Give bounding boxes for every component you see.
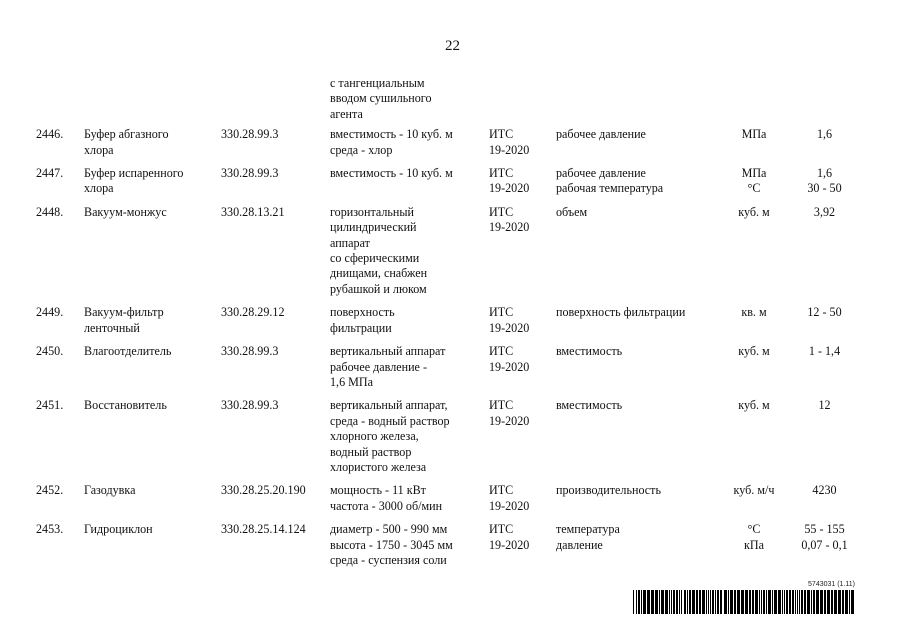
barcode-bar [745, 590, 748, 614]
table-row [36, 200, 866, 300]
item-its-line: 19-2020 [489, 359, 530, 374]
item-description-line: аппарат [330, 235, 370, 250]
item-number: 2448. [36, 204, 64, 219]
item-description-line: среда - водный раствор [330, 413, 450, 428]
barcode-bar [659, 590, 660, 614]
item-its-line: 19-2020 [489, 537, 530, 552]
item-description [330, 161, 489, 200]
item-code: 330.28.25.20.190 [221, 483, 306, 498]
item-value [783, 393, 866, 478]
barcode-bar [768, 590, 771, 614]
barcode-bar [676, 590, 678, 614]
table-row [36, 300, 866, 339]
barcode-bar [692, 590, 695, 614]
item-parameter-line: давление [556, 537, 603, 552]
item-name [84, 478, 221, 517]
barcode-bar [665, 590, 668, 614]
barcode-bar [661, 590, 664, 614]
item-value [783, 300, 866, 339]
barcode-bar [755, 590, 758, 614]
item-name-line: хлора [84, 181, 114, 196]
item-unit [725, 478, 783, 517]
item-its-line: ИТС [489, 166, 514, 181]
barcode-bar [827, 590, 830, 614]
item-its-line: ИТС [489, 305, 514, 320]
item-its [489, 300, 556, 339]
barcode-bar [784, 590, 785, 614]
barcode-bar [797, 590, 798, 614]
barcode-bar [710, 590, 711, 614]
barcode-bar [737, 590, 740, 614]
barcode-bar [749, 590, 751, 614]
item-unit-line: куб. м [738, 398, 770, 413]
barcode-bar [724, 590, 727, 614]
barcode-bar [715, 590, 716, 614]
equipment-table [36, 76, 866, 571]
barcode-bar [741, 590, 744, 614]
barcode-bar [804, 590, 806, 614]
item-parameter-line: производительность [556, 483, 661, 498]
item-description-line: вертикальный аппарат, [330, 398, 448, 413]
barcode-bar [752, 590, 754, 614]
continuation-line: вводом сушильного [330, 91, 432, 106]
barcode-bar [816, 590, 819, 614]
item-unit-line: куб. м [738, 204, 770, 219]
item-value-line: 1,6 [816, 166, 833, 181]
item-description [330, 393, 489, 478]
item-name-line: Вакуум-фильтр [84, 305, 164, 320]
item-parameter-line: рабочее давление [556, 127, 646, 142]
table-row [36, 161, 866, 200]
item-its-line: ИТС [489, 344, 514, 359]
item-name [84, 200, 221, 300]
table-body [36, 76, 866, 571]
barcode-bar [820, 590, 823, 614]
item-parameter-line: вместимость [556, 344, 623, 359]
item-its-line: 19-2020 [489, 181, 530, 196]
item-description [330, 478, 489, 517]
item-description-line: рубашкой и люком [330, 281, 427, 296]
item-code: 330.28.13.21 [221, 204, 285, 219]
item-its [489, 122, 556, 161]
item-value [783, 517, 866, 571]
item-description-line: диаметр - 500 - 990 мм [330, 522, 448, 537]
item-value-line: 0,07 - 0,1 [801, 537, 848, 552]
item-name-line: Вакуум-монжус [84, 204, 167, 219]
item-name [84, 339, 221, 393]
item-parameter [556, 478, 725, 517]
item-its-line: 19-2020 [489, 498, 530, 513]
item-name-line: Гидроциклон [84, 522, 153, 537]
barcode-bar [699, 590, 701, 614]
item-unit-line: МПа [741, 166, 767, 181]
barcode-bar [696, 590, 698, 614]
item-unit-line: МПа [741, 127, 767, 142]
item-description [330, 300, 489, 339]
item-its [489, 478, 556, 517]
item-description-line: фильтрации [330, 320, 392, 335]
barcode-bar [728, 590, 729, 614]
barcode-bar [761, 590, 762, 614]
barcode-bar [647, 590, 650, 614]
item-code: 330.28.99.3 [221, 398, 279, 413]
continuation-line: с тангенциальным [330, 76, 425, 90]
item-parameter [556, 122, 725, 161]
item-name [84, 161, 221, 200]
item-its [489, 200, 556, 300]
item-value-line: 30 - 50 [807, 181, 842, 196]
item-value [783, 339, 866, 393]
item-its-line: ИТС [489, 483, 514, 498]
item-its [489, 517, 556, 571]
item-unit [725, 393, 783, 478]
barcode-bar [807, 590, 810, 614]
item-its-line: 19-2020 [489, 220, 530, 235]
item-parameter-line: температура [556, 522, 620, 537]
item-name [84, 393, 221, 478]
barcode-bar [636, 590, 637, 614]
barcode-bar [689, 590, 691, 614]
item-its-line: 19-2020 [489, 142, 530, 157]
item-parameter [556, 517, 725, 571]
item-name-line: ленточный [84, 320, 140, 335]
item-description-line: вместимость - 10 куб. м [330, 166, 453, 181]
item-its-line: ИТС [489, 522, 514, 537]
item-description [330, 339, 489, 393]
item-value [783, 478, 866, 517]
item-its-line: ИТС [489, 398, 514, 413]
barcode-bar [813, 590, 815, 614]
item-parameter [556, 200, 725, 300]
barcode-bar [824, 590, 826, 614]
item-number: 2447. [36, 166, 64, 181]
item-name-line: Восстановитель [84, 398, 167, 413]
item-description-line: частота - 3000 об/мин [330, 498, 443, 513]
item-unit [725, 339, 783, 393]
item-description-line: среда - хлор [330, 142, 393, 157]
barcode-bar [687, 590, 688, 614]
barcode-bar [792, 590, 794, 614]
barcode-bar [679, 590, 680, 614]
barcode-bar [641, 590, 642, 614]
item-value-line: 1 - 1,4 [808, 344, 841, 359]
item-unit-line: куб. м [738, 344, 770, 359]
barcode-bar [789, 590, 791, 614]
item-unit-line: кПа [744, 537, 764, 552]
barcode-bar [774, 590, 777, 614]
barcode-bar [801, 590, 803, 614]
item-name-line: Газодувка [84, 483, 136, 498]
barcode-block [633, 580, 855, 614]
continuation-line: агента [330, 106, 363, 121]
barcode-bar [730, 590, 733, 614]
barcode-bar [759, 590, 760, 614]
item-number: 2450. [36, 344, 64, 359]
item-value-line: 4230 [812, 483, 837, 498]
barcode-bar [782, 590, 783, 614]
item-its-line: 19-2020 [489, 413, 530, 428]
barcode-bar [842, 590, 844, 614]
barcode-bar [766, 590, 767, 614]
barcode-bar [834, 590, 837, 614]
barcode-bar [845, 590, 848, 614]
item-value-line: 3,92 [813, 204, 836, 219]
table-row [36, 478, 866, 517]
item-unit-line: °С [747, 522, 761, 537]
item-unit-line: кв. м [741, 305, 767, 320]
item-description-line: днищами, снабжен [330, 266, 428, 281]
barcode-bar [734, 590, 736, 614]
item-unit [725, 122, 783, 161]
item-name-line: Буфер испаренного [84, 166, 184, 181]
item-description-line: мощность - 11 кВт [330, 483, 426, 498]
item-name [84, 122, 221, 161]
item-code: 330.28.25.14.124 [221, 522, 306, 537]
item-unit-line: куб. м/ч [733, 483, 775, 498]
barcode-bar [811, 590, 812, 614]
item-value [783, 122, 866, 161]
item-its-line: ИТС [489, 204, 514, 219]
continuation-row [36, 76, 866, 122]
barcode-bar [673, 590, 675, 614]
item-description-line: рабочее давление - [330, 359, 427, 374]
item-parameter [556, 393, 725, 478]
barcode-bar [717, 590, 719, 614]
item-code: 330.28.99.3 [221, 166, 279, 181]
item-code: 330.28.29.12 [221, 305, 285, 320]
item-description-line: хлористого железа [330, 459, 427, 474]
item-code: 330.28.99.3 [221, 127, 279, 142]
barcode-bar [708, 590, 709, 614]
barcode-bar [799, 590, 800, 614]
table-row [36, 393, 866, 478]
item-name-line: Влагоотделитель [84, 344, 172, 359]
item-parameter-line: поверхность фильтрации [556, 305, 686, 320]
table-row [36, 339, 866, 393]
barcode-bar [849, 590, 850, 614]
barcode-bar [681, 590, 682, 614]
barcode-bar [720, 590, 722, 614]
barcode-bar [838, 590, 841, 614]
item-parameter [556, 300, 725, 339]
item-its [489, 339, 556, 393]
item-parameter [556, 161, 725, 200]
item-description-line: вертикальный аппарат [330, 344, 446, 359]
item-description-line: поверхность [330, 305, 395, 320]
item-its-line: ИТС [489, 127, 514, 142]
barcode-bar [795, 590, 796, 614]
item-parameter-line: объем [556, 204, 588, 219]
item-description-line: цилиндрический [330, 220, 417, 235]
item-description [330, 122, 489, 161]
item-value-line: 1,6 [816, 127, 833, 142]
barcode-bar [851, 590, 854, 614]
barcode-bar [772, 590, 773, 614]
item-name [84, 517, 221, 571]
barcode-caption: 5743031 (1.11) [808, 581, 855, 588]
page-number: 22 [445, 38, 460, 54]
item-value [783, 200, 866, 300]
item-description-line: горизонтальный [330, 204, 414, 219]
item-description-line: водный раствор [330, 444, 412, 459]
barcode-bar [706, 590, 707, 614]
item-unit [725, 161, 783, 200]
item-code: 330.28.99.3 [221, 344, 279, 359]
item-description-line: среда - суспензия соли [330, 552, 447, 567]
item-unit [725, 517, 783, 571]
barcode-bar [633, 590, 634, 614]
item-its [489, 161, 556, 200]
item-name [84, 300, 221, 339]
table-row [36, 517, 866, 571]
item-unit [725, 200, 783, 300]
barcode-bar [831, 590, 833, 614]
barcode-bar [786, 590, 788, 614]
item-description [330, 200, 489, 300]
item-description-line: вместимость - 10 куб. м [330, 127, 453, 142]
table-row [36, 122, 866, 161]
item-parameter-line: рабочее давление [556, 166, 646, 181]
item-description [330, 517, 489, 571]
barcode-bar [712, 590, 714, 614]
barcode-image [633, 590, 855, 614]
item-description-line: 1,6 МПа [330, 374, 373, 389]
item-its-line: 19-2020 [489, 320, 530, 335]
item-name-line: хлора [84, 142, 114, 157]
continuation-description [330, 76, 489, 122]
barcode-bar [684, 590, 686, 614]
item-number: 2446. [36, 127, 64, 142]
barcode-bar [702, 590, 705, 614]
item-number: 2453. [36, 522, 64, 537]
item-its [489, 393, 556, 478]
barcode-bar [655, 590, 658, 614]
barcode-bar [763, 590, 765, 614]
barcode-bar [778, 590, 781, 614]
item-description-line: хлорного железа, [330, 429, 419, 444]
item-number: 2451. [36, 398, 64, 413]
item-value [783, 161, 866, 200]
item-unit [725, 300, 783, 339]
barcode-bar [643, 590, 646, 614]
item-value-line: 12 - 50 [807, 305, 842, 320]
item-unit-line: °С [747, 181, 761, 196]
item-description-line: высота - 1750 - 3045 мм [330, 537, 453, 552]
item-number: 2452. [36, 483, 64, 498]
item-value-line: 12 [818, 398, 831, 413]
barcode-bar [671, 590, 672, 614]
barcode-bar [651, 590, 654, 614]
item-parameter-line: вместимость [556, 398, 623, 413]
item-value-line: 55 - 155 [804, 522, 845, 537]
barcode-bar [669, 590, 670, 614]
item-parameter [556, 339, 725, 393]
barcode-bar [638, 590, 640, 614]
item-name-line: Буфер абгазного [84, 127, 169, 142]
item-description-line: со сферическими [330, 251, 420, 266]
item-number: 2449. [36, 305, 64, 320]
item-parameter-line: рабочая температура [556, 181, 664, 196]
